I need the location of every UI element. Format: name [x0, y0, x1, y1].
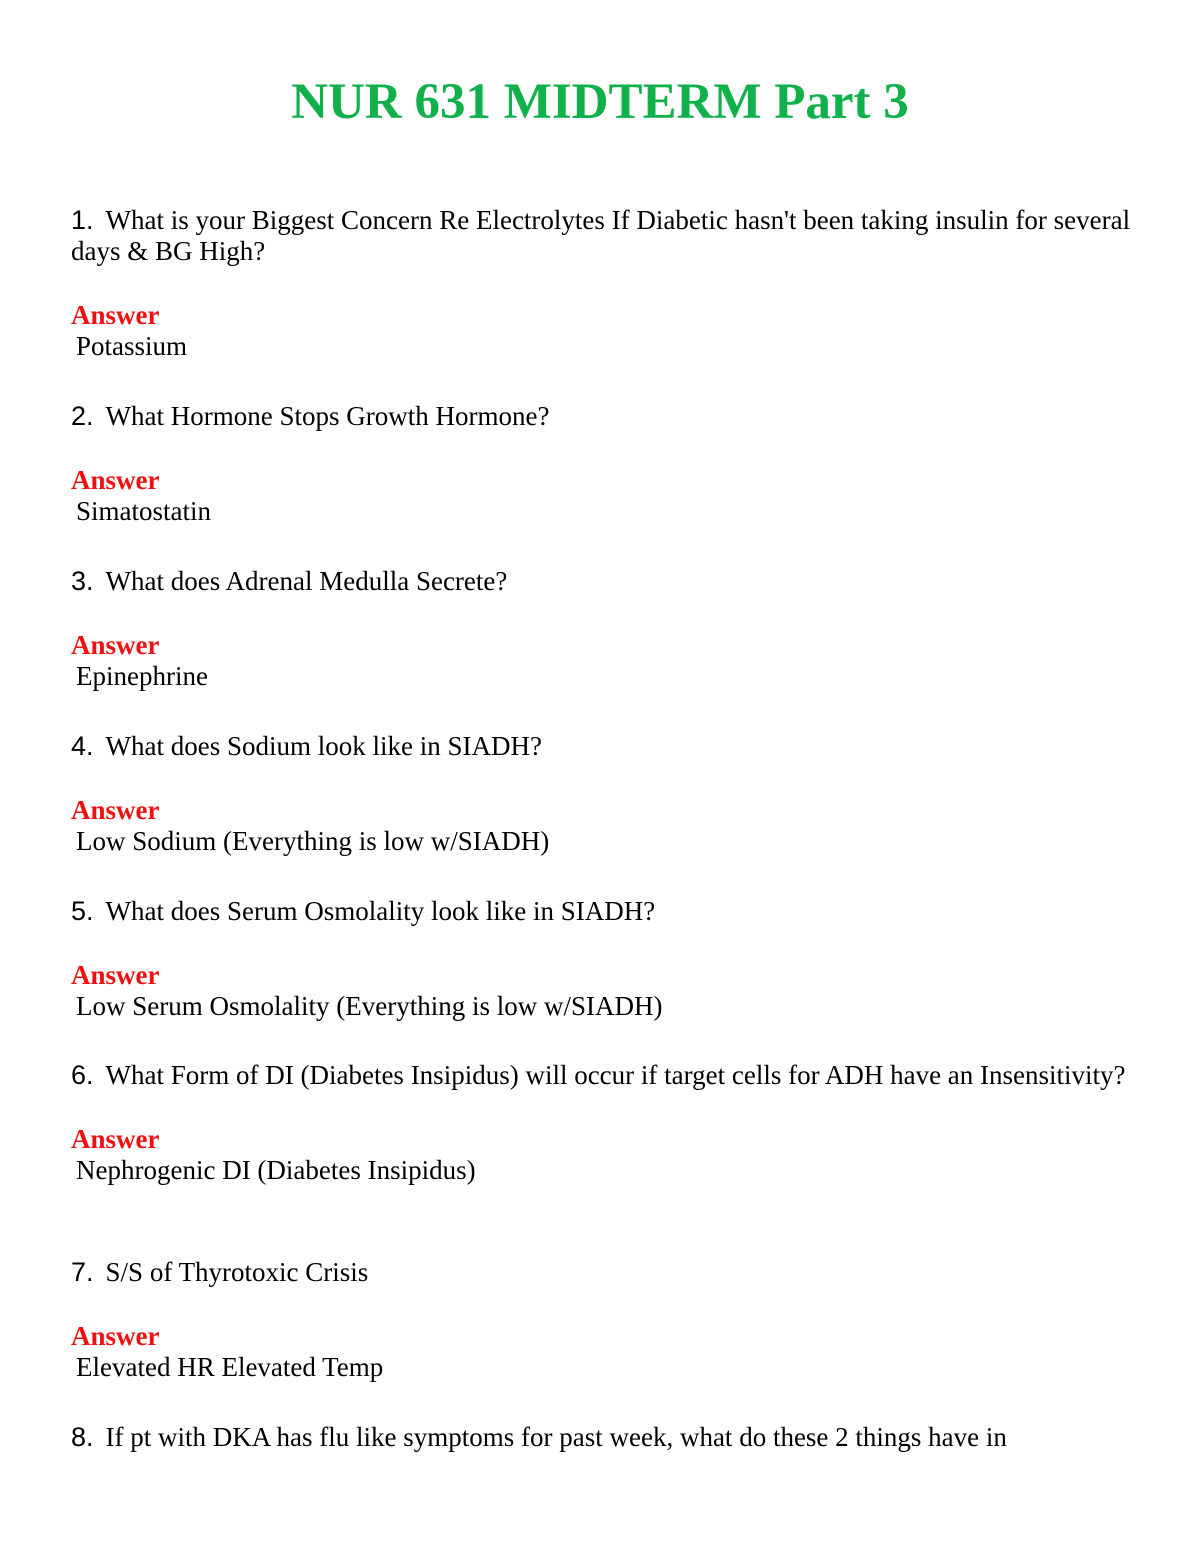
question [71, 1060, 1131, 1091]
qa-item-1 [71, 205, 1131, 362]
answer-text: Low Sodium (Everything is low w/SIADH) [76, 826, 550, 856]
question-number: 8. [71, 1422, 94, 1452]
question-text: S/S of Thyrotoxic Crisis [105, 1257, 369, 1287]
question [71, 205, 1131, 267]
answer-label: Answer [71, 630, 160, 660]
question [71, 896, 1131, 927]
qa-item-7 [71, 1257, 1131, 1383]
qa-item-3 [71, 566, 1131, 692]
answer-label: Answer [71, 960, 160, 990]
question-text: What Hormone Stops Growth Hormone? [105, 401, 550, 431]
question-number: 1. [71, 205, 94, 235]
question-number: 6. [71, 1060, 94, 1090]
answer-label: Answer [71, 795, 160, 825]
question-text: If pt with DKA has flu like symptoms for past week, what do these 2 things have in [105, 1422, 1007, 1452]
qa-item-5 [71, 896, 1131, 1022]
question [71, 731, 1131, 762]
question-number: 7. [71, 1257, 94, 1287]
question-text: What Form of DI (Diabetes Insipidus) will occur if target cells for ADH have an Insensitivity? [105, 1060, 1126, 1090]
question-number: 2. [71, 401, 94, 431]
answer-text: Nephrogenic DI (Diabetes Insipidus) [76, 1155, 476, 1185]
question [71, 1422, 1131, 1453]
answer-text: Potassium [76, 331, 188, 361]
answer-label: Answer [71, 465, 160, 495]
answer-text: Simatostatin [76, 496, 211, 526]
question-number: 4. [71, 731, 94, 761]
answer-text: Epinephrine [76, 661, 208, 691]
question [71, 566, 1131, 597]
question-text: What does Serum Osmolality look like in SIADH? [105, 896, 656, 926]
answer-text: Low Serum Osmolality (Everything is low w/SIADH) [76, 991, 663, 1021]
qa-item-4 [71, 731, 1131, 857]
answer-label: Answer [71, 1321, 160, 1351]
qa-item-2 [71, 401, 1131, 527]
question-number: 3. [71, 566, 94, 596]
page-title: NUR 631 MIDTERM Part 3 [291, 74, 909, 130]
question-number: 5. [71, 896, 94, 926]
answer-label: Answer [71, 300, 160, 330]
question-text: What does Adrenal Medulla Secrete? [105, 566, 508, 596]
question [71, 1257, 1131, 1288]
question-text: What is your Biggest Concern Re Electrolytes If Diabetic hasn't been taking insulin for several days & BG High? [71, 205, 1131, 266]
question [71, 401, 1131, 432]
question-text: What does Sodium look like in SIADH? [105, 731, 542, 761]
qa-item-6 [71, 1060, 1131, 1186]
answer-text: Elevated HR Elevated Temp [76, 1352, 384, 1382]
qa-item-8 [71, 1422, 1131, 1453]
answer-label: Answer [71, 1124, 160, 1154]
